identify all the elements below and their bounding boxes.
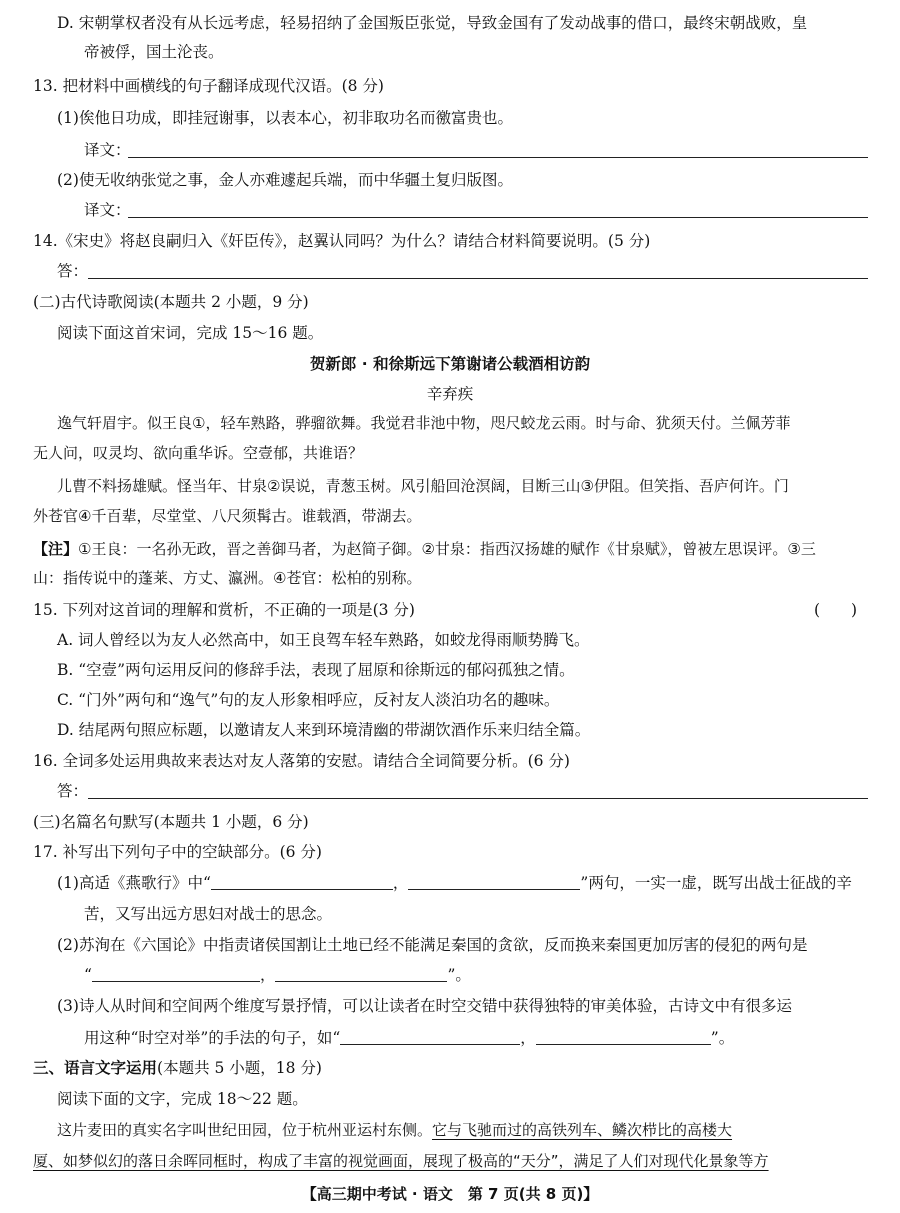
poem-note-line1	[33, 540, 816, 558]
q12-option-d-line2: 帝被俘，国土沦丧。	[84, 43, 224, 61]
q17-blank-1a[interactable]	[211, 875, 393, 890]
q13-translation-label-2: 译文：	[84, 201, 131, 219]
section-3-heading: (三)名篇名句默写(本题共 1 小题，6 分)	[33, 813, 309, 831]
q13-sentence-2: (2)使无收纳张觉之事，金人亦难遽起兵端，而中华疆土复归版图。	[57, 171, 513, 189]
poem-title: 贺新郎 · 和徐斯远下第谢诸公载酒相访韵	[309, 355, 591, 373]
q17-item-1-line2: 苦，又写出远方思妇对战士的思念。	[84, 905, 333, 923]
q14-stem: 14.《宋史》将赵良嗣归入《奸臣传》，赵翼认同吗？为什么？请结合材料简要说明。(5 分)	[33, 232, 651, 250]
part-3-heading: 三、语言文字运用(本题共 5 小题，18 分)	[33, 1058, 322, 1077]
q15-option-c: C. “门外”两句和“逸气”句的友人形象相呼应，反衬友人淡泊功名的趣味。	[57, 691, 560, 709]
poem-note-line2: 山：指传说中的蓬莱、方丈、瀛洲。④苍官：松柏的别称。	[33, 569, 422, 587]
poem-part2-line1: 儿曹不料扬雄赋。怪当年、甘泉②误说，青葱玉树。风引船回沧溟阔，目断三山③伊阻。但笑指、吾庐何许。门	[57, 477, 789, 495]
section-2-intro: 阅读下面这首宋词，完成 15～16 题。	[57, 324, 324, 342]
q17-blank-3b[interactable]	[536, 1030, 711, 1045]
passage-underlined-1: 它与飞驰而过的高铁列车、鳞次栉比的高楼大	[432, 1121, 733, 1139]
q13-answer-line-2[interactable]	[128, 217, 868, 218]
part-3-intro: 阅读下面的文字，完成 18～22 题。	[57, 1090, 308, 1108]
q16-answer-label: 答：	[57, 782, 89, 800]
q17-item-1-line1: (1)高适《燕歌行》中“ ， ”两句，一实一虚，既写出战士征战的辛	[57, 874, 852, 892]
q13-answer-line-1[interactable]	[128, 157, 868, 158]
section-2-heading: (二)古代诗歌阅读(本题共 2 小题，9 分)	[33, 293, 309, 311]
q13-sentence-1: (1)俟他日功成，即挂冠谢事，以表本心，初非取功名而徼富贵也。	[57, 109, 513, 127]
q16-answer-line[interactable]	[88, 798, 868, 799]
q15-stem: 15. 下列对这首词的理解和赏析，不正确的一项是(3 分)	[33, 601, 415, 619]
q15-option-b: B. “空壹”两句运用反问的修辞手法，表现了屈原和徐斯远的郁闷孤独之情。	[57, 661, 575, 679]
q14-answer-line[interactable]	[88, 278, 868, 279]
poem-part1-line2: 无人问，叹灵均、欲向重华诉。空壹郁，共谁语？	[33, 444, 364, 462]
q15-option-d: D. 结尾两句照应标题，以邀请友人来到环境清幽的带湖饮酒作乐来归结全篇。	[57, 721, 591, 739]
q15-option-a: A. 词人曾经以为友人必然高中，如王良驾车轻车熟路，如蛟龙得雨顺势腾飞。	[57, 631, 590, 649]
page-footer: 【高三期中考试 · 语文 第 7 页(共 8 页)】	[301, 1185, 599, 1203]
q17-item-3-line2: 用这种“时空对举”的手法的句子，如“ ， ”。	[84, 1029, 735, 1047]
q16-stem: 16. 全词多处运用典故来表达对友人落第的安慰。请结合全词简要分析。(6 分)	[33, 752, 570, 770]
q17-blank-2a[interactable]	[92, 967, 260, 982]
note-label: 【注】	[33, 540, 79, 558]
q15-answer-bracket[interactable]: ( )	[814, 601, 858, 619]
poem-part1-line1: 逸气轩眉宇。似王良①，轻车熟路，骅骝欲舞。我觉君非池中物，咫尺蛟龙云雨。时与命、犹须天付。兰佩芳菲	[57, 414, 791, 432]
q13-stem: 13. 把材料中画横线的句子翻译成现代汉语。(8 分)	[33, 77, 384, 95]
poem-part2-line2: 外苍官④千百辈，尽堂堂、八尺须髯古。谁载酒，带湖去。	[33, 507, 422, 525]
q17-blank-3a[interactable]	[340, 1030, 520, 1045]
q17-blank-1b[interactable]	[408, 875, 580, 890]
passage-underlined-2: 厦、如梦似幻的落日余晖同框时，构成了丰富的视觉画面，展现了极高的“天分”，满足了人们对现代化景象等方	[33, 1152, 769, 1170]
q14-answer-label: 答：	[57, 262, 89, 280]
q12-option-d-line1: D. 宋朝掌权者没有从长远考虑，轻易招纳了金国叛臣张觉，导致金国有了发动战事的借口，最终宋朝战败，皇	[57, 14, 808, 32]
q17-item-2-line1: (2)苏洵在《六国论》中指责诸侯国割让土地已经不能满足秦国的贪欲，反而换来秦国更加厉害的侵犯的两句是	[57, 936, 808, 954]
q17-item-3-line1: (3)诗人从时间和空间两个维度写景抒情，可以让读者在时空交错中获得独特的审美体验，古诗文中有很多运	[57, 997, 792, 1015]
poem-author: 辛弃疾	[426, 385, 474, 403]
passage-line1: 这片麦田的真实名字叫世纪田园，位于杭州亚运村东侧。它与飞驰而过的高铁列车、鳞次栉比的高楼大	[57, 1121, 733, 1139]
q17-item-2-line2: “ ， ”。	[84, 966, 471, 984]
note-text-1: ①王良：一名孙无政，晋之善御马者，为赵简子御。②甘泉：指西汉扬雄的赋作《甘泉赋》，曾被左思误评。③三	[78, 540, 816, 558]
q17-stem: 17. 补写出下列句子中的空缺部分。(6 分)	[33, 843, 322, 861]
q13-translation-label-1: 译文：	[84, 141, 131, 159]
q17-blank-2b[interactable]	[275, 967, 447, 982]
